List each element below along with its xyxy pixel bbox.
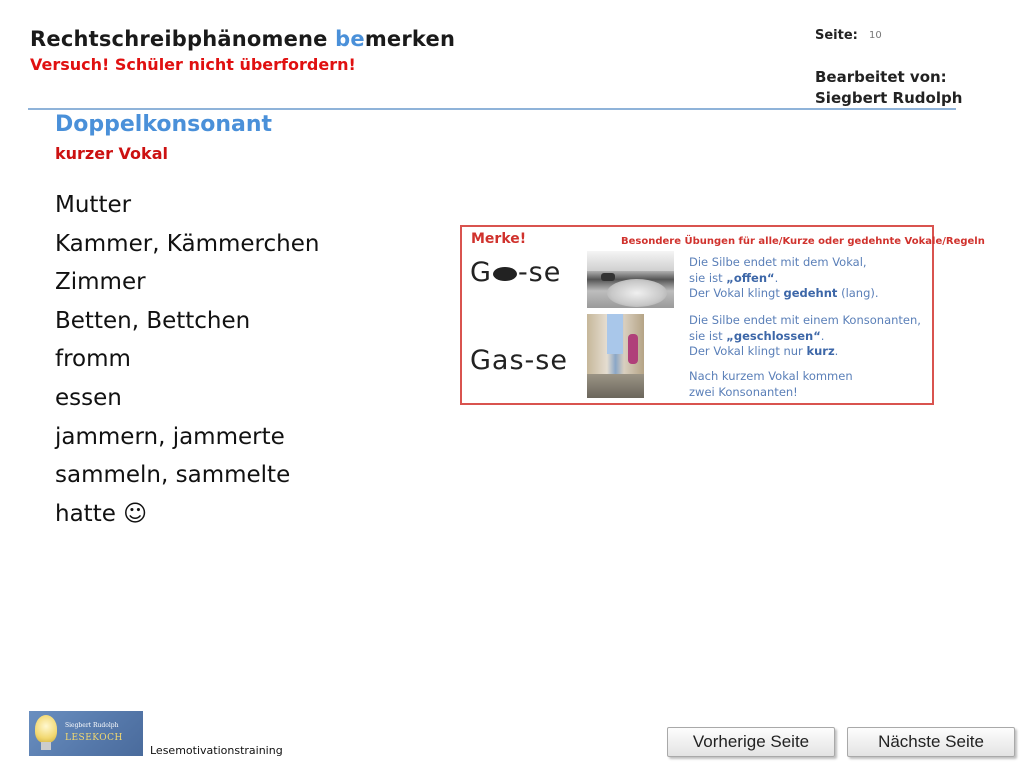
merke-heading: Besondere Übungen für alle/Kurze oder gedehnte Vokale/Regeln: [621, 236, 985, 247]
lightbulb-base: [41, 742, 51, 750]
merke-title: Merke!: [471, 231, 527, 247]
alley-photo: [587, 314, 644, 398]
word-item: Zimmer: [55, 269, 146, 296]
footer-label: Lesemotivationstraining: [150, 744, 283, 757]
word-item: sammeln, sammelte: [55, 462, 291, 489]
example-open-g: G: [470, 257, 492, 288]
word-item: Betten, Bettchen: [55, 307, 251, 334]
word-item: fromm: [55, 346, 131, 373]
page-number-label: Seite:: [815, 28, 858, 43]
example-closed-syllable: Gas-se: [470, 345, 568, 376]
rule-line: zwei Konsonanten!: [689, 384, 798, 399]
alley-flowers: [628, 334, 638, 364]
section-subtitle: kurzer Vokal: [55, 144, 168, 163]
title-highlight: be: [335, 27, 365, 51]
author-block: [815, 67, 962, 109]
rule-line: [689, 329, 921, 345]
page-number: 10: [869, 30, 882, 41]
exhaust-pipe: [601, 273, 615, 281]
rule-text: .: [774, 270, 779, 285]
rule-line: Die Silbe endet mit dem Vokal,: [689, 255, 867, 269]
rule-text: .: [820, 328, 825, 343]
rule-text: sie ist: [689, 328, 727, 343]
car-rear: [587, 251, 674, 271]
exhaust-smoke: [607, 279, 667, 307]
next-page-button[interactable]: Nächste Seite: [847, 727, 1015, 757]
rule-closed-syllable: [689, 313, 921, 360]
rule-text: Der Vokal klingt nur: [689, 344, 807, 358]
logo-brand: LESEKOCH: [65, 733, 123, 743]
exhaust-photo: [587, 251, 674, 308]
header-divider: [28, 108, 956, 110]
rule-emphasis: gedehnt: [783, 286, 838, 300]
rule-text: .: [834, 344, 839, 358]
rule-line: Die Silbe endet mit einem Konsonanten,: [689, 313, 921, 327]
previous-page-button[interactable]: Vorherige Seite: [667, 727, 835, 757]
rule-text: Der Vokal klingt: [689, 286, 784, 300]
rule-open-syllable: [689, 255, 879, 302]
rule-line: [689, 286, 879, 302]
word-item: essen: [55, 384, 122, 411]
rule-line: [689, 344, 921, 360]
lesekoch-logo: [29, 711, 143, 756]
rule-emphasis: kurz: [806, 344, 835, 358]
long-vowel-mark-icon: [493, 267, 517, 281]
page-subtitle: Versuch! Schüler nicht überfordern!: [30, 55, 356, 74]
lightbulb-icon: [35, 715, 57, 743]
word-item: hatte ☺: [55, 500, 148, 527]
title-suffix: merken: [364, 27, 456, 51]
author-name: Siegbert Rudolph: [815, 89, 963, 107]
word-item: Mutter: [55, 192, 132, 218]
word-item: jammern, jammerte: [55, 423, 285, 450]
author-label: Bearbeitet von:: [815, 68, 947, 86]
word-item: Kammer, Kämmerchen: [55, 230, 320, 257]
alley-street: [587, 374, 644, 398]
merke-box: [460, 225, 985, 405]
rule-emphasis: „geschlossen“: [726, 328, 821, 343]
rule-double-consonant: [689, 369, 853, 400]
page-title: [30, 27, 455, 51]
rule-text: sie ist: [689, 270, 727, 285]
title-prefix: Rechtschreibphänomene: [30, 27, 336, 51]
rule-line: Nach kurzem Vokal kommen: [689, 369, 853, 383]
logo-author: Siegbert Rudolph: [65, 722, 119, 729]
word-list: [55, 186, 319, 533]
rule-emphasis: „offen“: [726, 270, 775, 285]
alley-sky: [607, 314, 623, 354]
rule-text: (lang).: [837, 286, 879, 300]
section-title: Doppelkonsonant: [55, 112, 273, 137]
example-open-syllable: [470, 257, 561, 288]
rule-line: [689, 271, 879, 287]
example-open-rest: -se: [517, 257, 562, 288]
